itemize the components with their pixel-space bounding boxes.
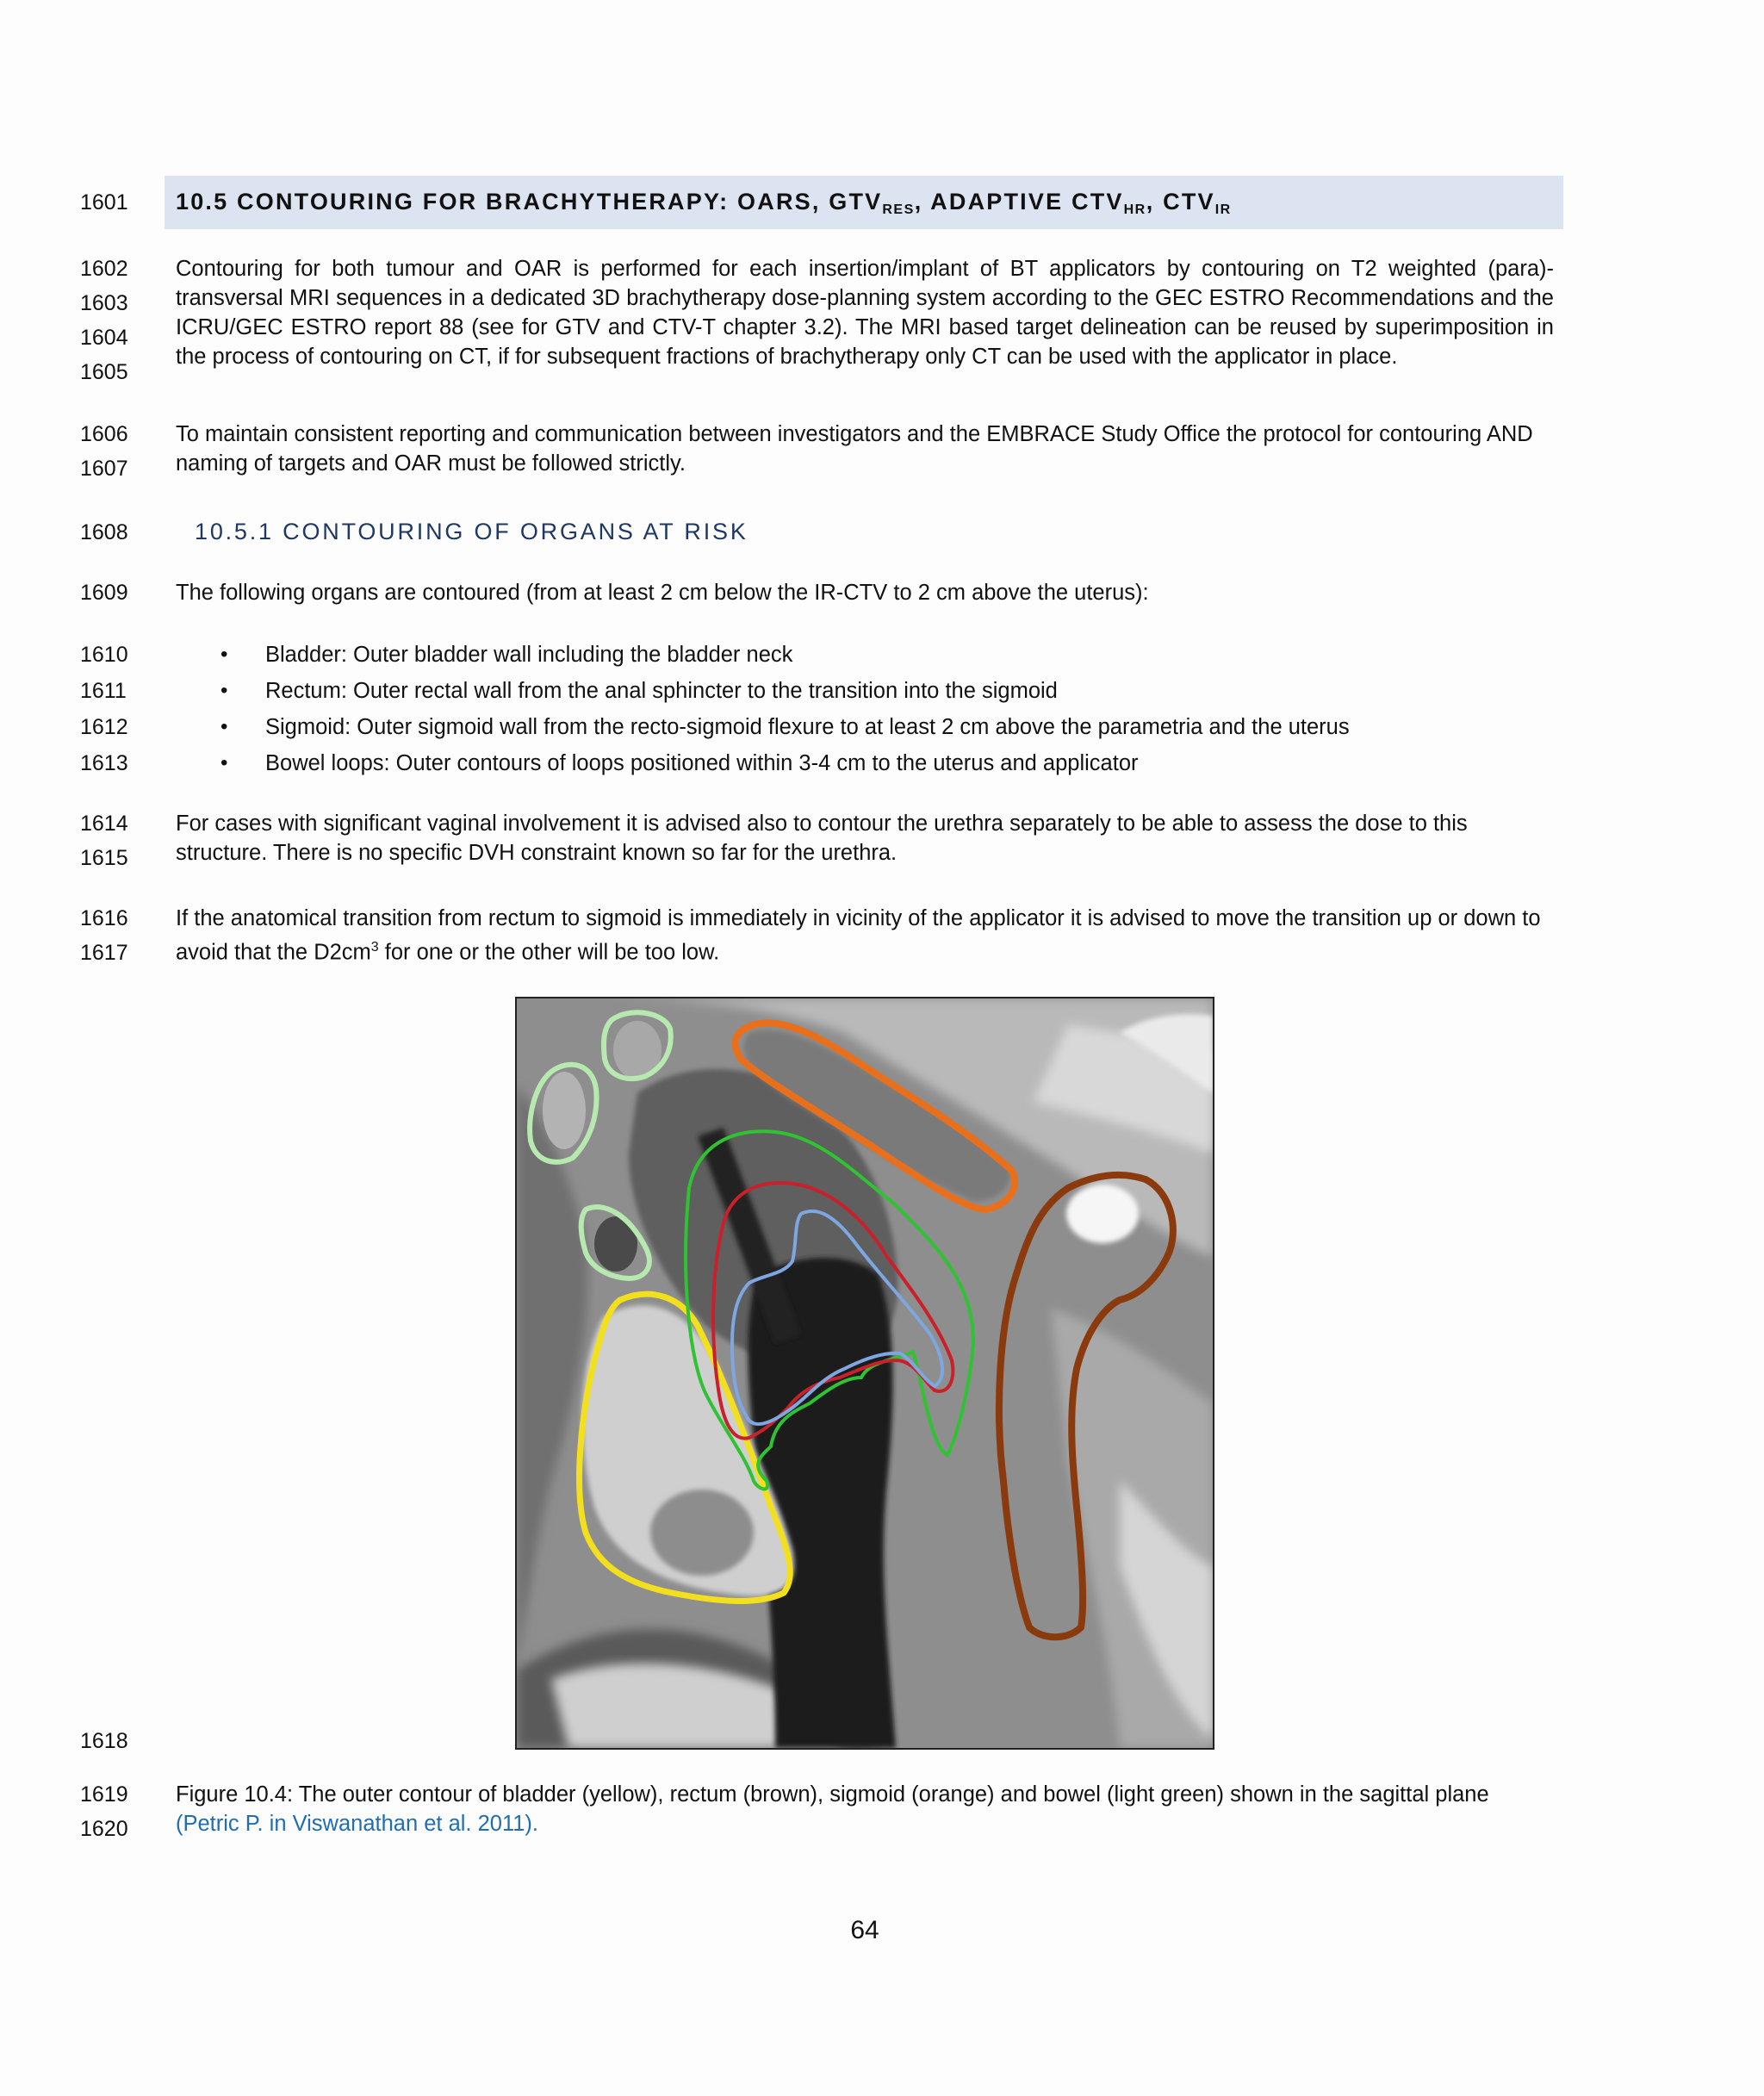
subsection-heading: 10.5.1 CONTOURING OF ORGANS AT RISK [195, 519, 748, 544]
bullet-marker: • [220, 679, 228, 702]
line-number: 1616 [80, 906, 128, 930]
bullet-marker: • [220, 715, 228, 738]
line-number: 1604 [80, 326, 128, 350]
line-number: 1612 [80, 715, 128, 739]
paragraph-organs-intro: The following organs are contoured (from at least 2 cm below the IR-CTV to 2 cm above the uterus): [176, 581, 1149, 605]
bullet-item-rectum: Rectum: Outer rectal wall from the anal sphincter to the transition into the sigmoid [265, 679, 1058, 703]
section-heading: 10.5 CONTOURING FOR BRACHYTHERAPY: OARS, $GTV_{RES}$, ADAPTIVE $CTV_{HR}$, $CTV_{IR}$ [176, 189, 1232, 217]
bullet-marker: • [220, 643, 228, 666]
line-number: 1619 [80, 1782, 128, 1807]
line-number: 1613 [80, 751, 128, 775]
line-number: 1603 [80, 291, 128, 315]
paragraph-urethra: For cases with significant vaginal involvement it is advised also to contour the urethra separately to be able to assess the dose to this structure. There is no specific DVH constraint known so far for the urethra. [176, 812, 1468, 865]
mri-figure [515, 997, 1214, 1750]
bullet-item-bladder: Bladder: Outer bladder wall including the bladder neck [265, 643, 793, 667]
citation-link[interactable]: (Petric P. in Viswanathan et al. 2011). [176, 1812, 538, 1836]
line-number: 1611 [80, 679, 127, 703]
line-number: 1606 [80, 422, 128, 446]
line-number: 1615 [80, 846, 128, 870]
line-number: 1618 [80, 1729, 128, 1753]
paragraph-reporting: To maintain consistent reporting and communication between investigators and the EMBRACE Study Office the protocol for contouring AND naming of targets and OAR must be followed strictly. [176, 422, 1533, 476]
line-number: 1617 [80, 941, 128, 965]
paragraph-transition: If the anatomical transition from rectum to sigmoid is immediately in vicinity of the applicator it is advised to move the transition up or down to avoid that the $D2cm^3$ for one or the other will be too low. [176, 906, 1541, 965]
page-number: 64 [850, 1916, 879, 1944]
line-number: 1614 [80, 812, 128, 836]
bullet-item-bowel: Bowel loops: Outer contours of loops positioned within 3-4 cm to the uterus and applicator [265, 751, 1139, 775]
figure-caption: Figure 10.4: The outer contour of bladder (yellow), rectum (brown), sigmoid (orange) and bowel (light green) shown in the sagittal plane (Petric P. in Viswanathan et al. 2011). [176, 1782, 1489, 1836]
line-number: 1609 [80, 581, 128, 605]
line-number: 1602 [80, 257, 128, 281]
line-number: 1610 [80, 643, 128, 667]
line-number: 1605 [80, 360, 128, 384]
mri-illustration [517, 998, 1213, 1748]
line-number: 1607 [80, 457, 128, 481]
bullet-marker: • [220, 751, 228, 774]
bullet-item-sigmoid: Sigmoid: Outer sigmoid wall from the recto-sigmoid flexure to at least 2 cm above the parametria and the uterus [265, 715, 1350, 739]
line-number: 1620 [80, 1817, 128, 1841]
line-number: 1601 [80, 190, 128, 215]
paragraph-contouring: Contouring for both tumour and OAR is performed for each insertion/implant of BT applicators by contouring on T2 weighted (para)-transversal MRI sequences in a dedicated 3D brachytherapy dose-planning system according to the GEC ESTRO Recommendations and the ICRU/GEC ESTRO report 88 (see for GTV and CTV-T chapter 3.2). The MRI based target delineation can be reused by superimposition in the process of contouring on CT, if for subsequent fractions of brachytherapy only CT can be used with the applicator in place. [176, 257, 1554, 369]
line-number: 1608 [80, 520, 128, 544]
